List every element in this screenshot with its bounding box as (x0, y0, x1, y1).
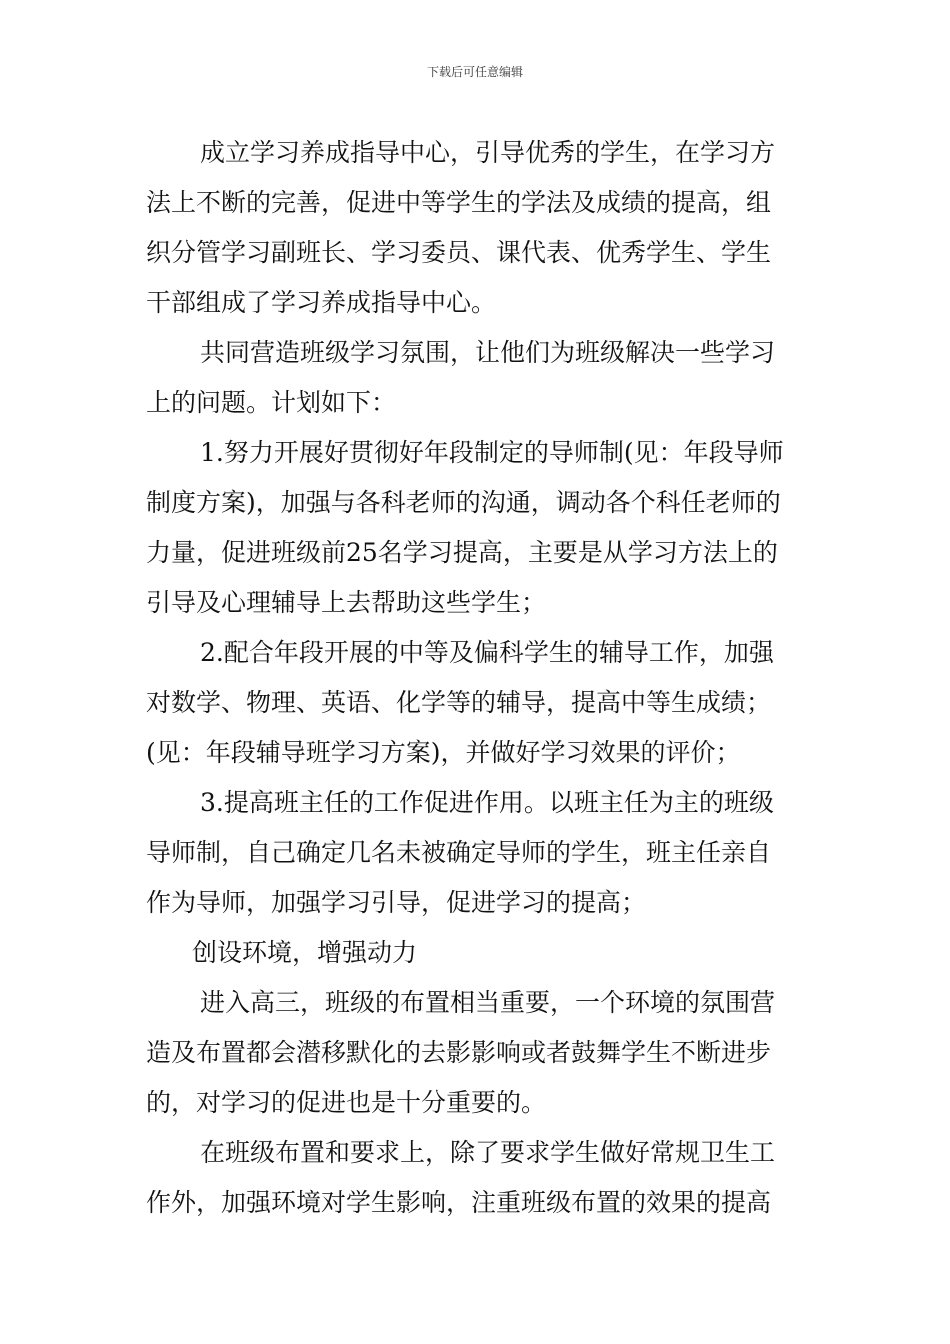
text-line: 引导及心理辅导上去帮助这些学生； (146, 588, 547, 617)
text-line: 织分管学习副班长、学习委员、课代表、优秀学生、学生 (146, 238, 772, 267)
text-line: 法上不断的完善，促进中等学生的学法及成绩的提高，组 (146, 188, 772, 217)
text-line: 共同营造班级学习氛围，让他们为班级解决一些学习 (200, 338, 776, 367)
text-line: 2.配合年段开展的中等及偏科学生的辅导工作，加强 (200, 638, 774, 667)
document-body (146, 128, 810, 1228)
text-line: 作为导师，加强学习引导，促进学习的提高； (146, 888, 647, 917)
text-line: (见：年段辅导班学习方案)，并做好学习效果的评价； (146, 738, 741, 767)
text-line: 3.提高班主任的工作促进作用。以班主任为主的班级 (200, 788, 774, 817)
section-heading: 创设环境，增强动力 (192, 938, 418, 967)
text-line: 力量，促进班级前25名学习提高，主要是从学习方法上的 (146, 538, 778, 567)
text-line: 导师制，自己确定几名未被确定导师的学生，班主任亲自 (146, 838, 772, 867)
text-line: 成立学习养成指导中心，引导优秀的学生，在学习方 (200, 138, 776, 167)
text-line: 造及布置都会潜移默化的去影影响或者鼓舞学生不断进步 (146, 1038, 772, 1067)
text-line: 的，对学习的促进也是十分重要的。 (146, 1088, 547, 1117)
page-header: 下载后可任意编辑 (426, 65, 523, 79)
text-line: 作外，加强环境对学生影响，注重班级布置的效果的提高 (146, 1188, 772, 1217)
text-line: 在班级布置和要求上，除了要求学生做好常规卫生工 (200, 1138, 776, 1167)
text-line: 干部组成了学习养成指导中心。 (146, 288, 497, 317)
text-line: 1.努力开展好贯彻好年段制定的导师制(见：年段导师 (200, 438, 784, 467)
text-line: 对数学、物理、英语、化学等的辅导，提高中等生成绩； (146, 688, 772, 717)
text-line: 进入高三，班级的布置相当重要，一个环境的氛围营 (200, 988, 776, 1017)
text-line: 制度方案)，加强与各科老师的沟通，调动各个科任老师的 (146, 488, 781, 517)
text-line: 上的问题。计划如下： (146, 388, 397, 417)
